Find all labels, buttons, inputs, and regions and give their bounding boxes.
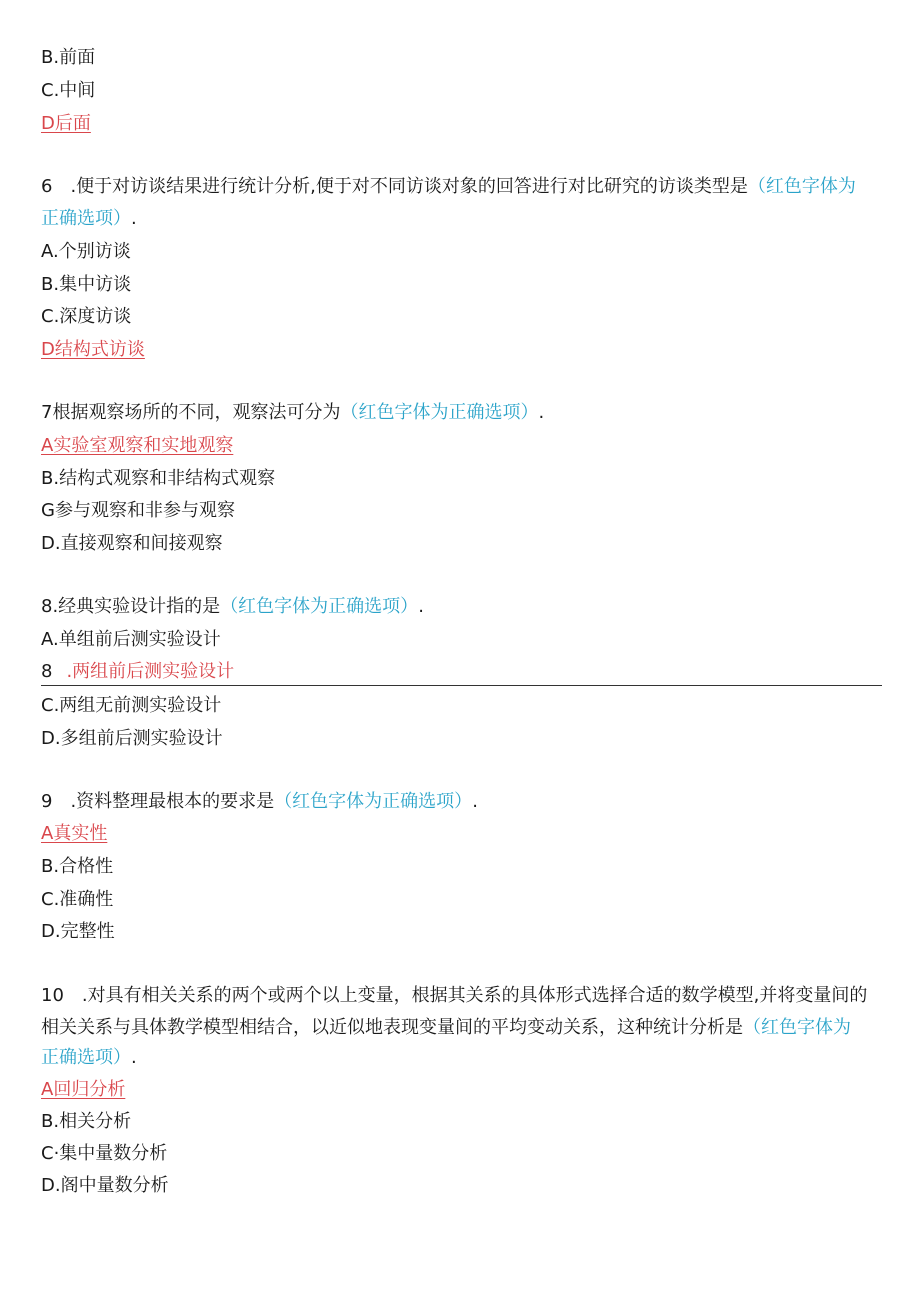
separator-line	[41, 685, 882, 686]
q7-stem	[41, 401, 544, 425]
q8-option-b-text: .两组前后测实验设计	[66, 661, 235, 682]
q8-stem-text: 8.经典实验设计指的是	[41, 596, 221, 617]
q7-stem-end: .	[538, 402, 545, 423]
q9-stem-end: .	[472, 791, 478, 812]
q7-hint: （红色字体为正确选项）	[340, 402, 539, 423]
q5-option-d-correct: D后面	[41, 113, 91, 134]
q9-option-c: C.准确性	[41, 889, 114, 910]
q8-hint: （红色字体为正确选项）	[220, 596, 419, 617]
q9-hint: （红色字体为正确选项）	[274, 791, 473, 812]
q9-option-d: D.完整性	[41, 921, 115, 942]
q10-hint-part2: 正确选项）	[41, 1047, 131, 1068]
q10-stem-line3	[41, 1046, 137, 1070]
q10-hint-part1: （红色字体为	[743, 1017, 851, 1038]
q8-option-b-correct	[41, 660, 234, 684]
q6-hint-part1: （红色字体为	[747, 176, 856, 197]
q7-option-d: D.直接观察和间接观察	[41, 533, 223, 554]
q6-stem-continued	[41, 207, 137, 231]
q10-stem-text: 相关关系与具体教学模型相结合，以近似地表现变量间的平均变动关系，这种统计分析是	[41, 1017, 743, 1038]
q9-stem	[41, 790, 478, 814]
q10-option-b: B.相关分析	[41, 1111, 132, 1132]
q10-option-d: D.阁中量数分析	[41, 1175, 169, 1196]
q9-option-b: B.合格性	[41, 856, 114, 877]
q6-stem-end: .	[131, 208, 137, 229]
q6-hint-part2: 正确选项）	[41, 208, 131, 229]
q7-option-a-correct: A实验室观察和实地观察	[41, 435, 234, 456]
q6-option-a: A.个别访谈	[41, 241, 131, 262]
q8-option-b-number: 8	[41, 661, 53, 682]
q10-option-c: C·集中量数分析	[41, 1143, 168, 1164]
q8-option-a: A.单组前后测实验设计	[41, 629, 221, 650]
q6-option-c: C.深度访谈	[41, 306, 132, 327]
q8-stem-end: .	[418, 596, 424, 617]
q6-option-b: B.集中访谈	[41, 274, 132, 295]
q8-stem	[41, 595, 424, 619]
q10-stem-end: .	[131, 1047, 137, 1068]
q8-option-c: C.两组无前测实验设计	[41, 695, 222, 716]
q5-option-c: C.中间	[41, 80, 96, 101]
q10-option-a-correct: A回归分析	[41, 1079, 126, 1100]
q5-option-b: B.前面	[41, 47, 96, 68]
q7-stem-text: 7根据观察场所的不同，观察法可分为	[41, 402, 341, 423]
q9-stem-text: 9 .资料整理最根本的要求是	[41, 791, 275, 812]
q6-option-d-correct: D结构式访谈	[41, 339, 145, 360]
q9-option-a-correct: A真实性	[41, 823, 108, 844]
q7-option-b: B.结构式观察和非结构式观察	[41, 468, 276, 489]
q8-option-d: D.多组前后测实验设计	[41, 728, 223, 749]
q6-stem	[41, 175, 856, 199]
q10-stem-line1: 10 .对具有相关关系的两个或两个以上变量，根据其关系的具体形式选择合适的数学模型,并将变量间的	[41, 985, 868, 1006]
q7-option-c: G参与观察和非参与观察	[41, 500, 235, 521]
q10-stem-line2	[41, 1016, 851, 1040]
q6-stem-text: 6 .便于对访谈结果进行统计分析,便于对不同访谈对象的回答进行对比研究的访谈类型是	[41, 176, 748, 197]
